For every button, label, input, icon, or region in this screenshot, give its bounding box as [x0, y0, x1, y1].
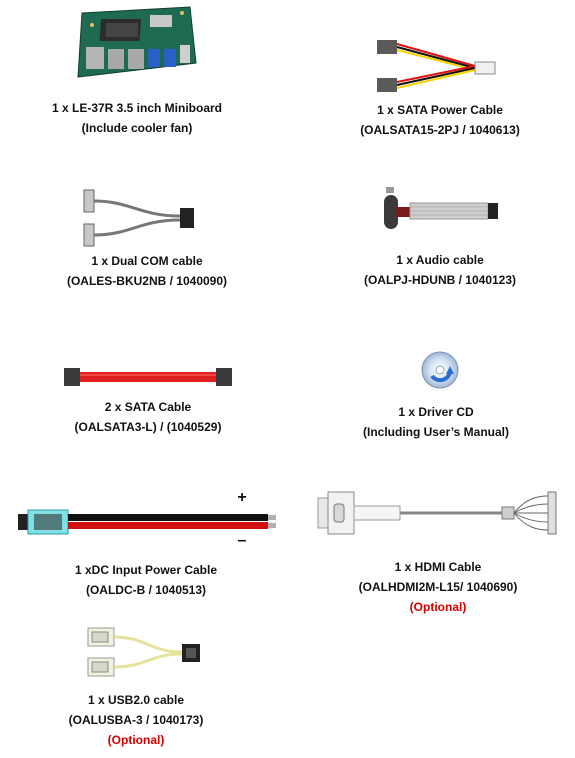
- item-caption-usb: [26, 690, 246, 750]
- caption-line: (Include cooler fan): [81, 121, 193, 135]
- caption-line: 1 x USB2.0 cable: [87, 693, 185, 707]
- caption-line: 1 x Dual COM cable: [91, 254, 203, 268]
- dual-com-cable-image: [80, 188, 200, 248]
- caption-line: (OALSATA15-2PJ / 1040613): [360, 123, 520, 137]
- caption-line: (OALPJ-HDUNB / 1040123): [363, 273, 517, 287]
- item-caption-sata: [38, 397, 258, 437]
- item-caption-dc-power: [36, 560, 256, 600]
- dc-plus-label: +: [237, 489, 247, 506]
- caption-line: (OALSATA3-L) / (1040529): [74, 420, 222, 434]
- usb-cable-image: [86, 624, 206, 680]
- caption-line: (OALDC-B / 1040513): [85, 583, 207, 597]
- item-caption-miniboard: [27, 98, 247, 138]
- item-caption-sata-power: [330, 100, 550, 140]
- miniboard-image: [72, 5, 198, 80]
- caption-line: 1 xDC Input Power Cable: [74, 563, 218, 577]
- optional-label: (Optional): [409, 600, 467, 614]
- caption-line: 1 x SATA Power Cable: [377, 103, 503, 117]
- hdmi-cable-image: [316, 488, 572, 540]
- caption-line: 1 x Driver CD: [398, 405, 474, 419]
- driver-cd-image: [420, 350, 460, 390]
- item-caption-audio: [330, 250, 550, 290]
- caption-line: (OALUSBA-3 / 1040173): [68, 713, 204, 727]
- caption-line: 1 x Audio cable: [396, 253, 484, 267]
- sata-power-cable-image: [375, 38, 505, 98]
- caption-line: (Including User’s Manual): [362, 425, 509, 439]
- caption-line: (OALHDMI2M-L15/ 1040690): [358, 580, 518, 594]
- item-caption-driver-cd: [326, 402, 546, 442]
- caption-line: (OALES-BKU2NB / 1040090): [66, 274, 228, 288]
- caption-line: 1 x HDMI Cable: [394, 560, 482, 574]
- audio-cable-image: [378, 185, 503, 240]
- item-caption-dual-com: [37, 251, 257, 291]
- optional-label: (Optional): [107, 733, 165, 747]
- caption-line: 2 x SATA Cable: [104, 400, 192, 414]
- dc-minus-label: –: [237, 532, 247, 549]
- caption-line: 1 x LE-37R 3.5 inch Miniboard: [51, 101, 223, 115]
- item-caption-hdmi: [328, 557, 548, 617]
- sata-cable-image: [62, 364, 234, 390]
